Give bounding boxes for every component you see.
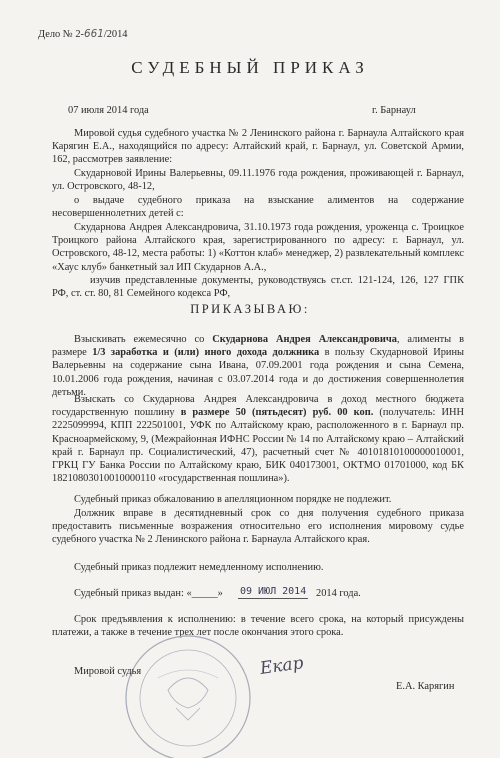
issued-text-b: » [217,588,223,599]
case-prefix: Дело № 2- [38,29,84,40]
intro-studied: изучив представленные документы, руководствуясь ст.ст. 121-124, 126, 127 ГПК РФ, ст. ст. 80, 81 Семейного кодекса РФ, [52,275,464,300]
debtor-name: Скударнова Андрея Александровича [212,334,397,345]
alimony-text-c: в пользу Скударновой Ирины Валерьевны на содержание сына Ивана, 07.09.2001 года рождения и сына Семена, 10.01.2006 года рождения, начиная с 03.07.2014 года и до достижения совершеннолетия детьми. [52,347,464,398]
order-city: г. Барнаул [372,105,416,116]
intro-claimant: Скударновой Ирины Валерьевны, 09.11.1976 года рождения, проживающей г. Барнаул, ул. Островского, 48-12, [52,168,464,193]
order-fee-paragraph [52,393,464,485]
fee-text-b: (получатель: ИНН 2225099994, КПП 222501001, УФК по Алтайскому краю, расположенного в г. Барнаул пр. Красноармейскому, 9, (Межрайонная ИФНС России № 14 по Алтайскому краю – Алтайский край г. Барнаул пр. Социалистический, 47), расчетный счет № 40101810100000010001, ГРКЦ ГУ Банка России по Алтайскому краю, БИК 040173001, ОКТМО 01701000, код БК 18210803010010000110 «государственная пошлина»). [52,407,464,485]
judge-name: Е.А. Карягин [396,681,455,692]
issued-year: 2014 года. [316,588,361,599]
issued-date-stamp: 09 ИЮЛ 2014 [238,585,308,599]
order-alimony-paragraph [52,333,464,399]
issued-text-a: Судебный приказ выдан: « [74,588,192,599]
case-number-handwritten: 661 [83,28,104,40]
judge-signature: Екар [258,653,305,679]
alimony-text-b: , алименты в размере [52,334,464,359]
case-number [38,28,128,41]
intro-debtor: Скударнова Андрея Александровича, 31.10.1973 года рождения, уроженца с. Троицкое Троицкого района Алтайского края, зарегистрированного по адресу: г. Барнаул, ул. Островского, 48-12, места работы: 1) «Коттон клаб» менеджер, 2) развлекательный комплекс «Хаус клуб» банкетный зал ИП Скударнов А.А., [52,222,464,273]
court-seal-icon [118,628,258,758]
fee-amount: в размере 50 (пятьдесят) руб. 00 коп. [180,407,374,419]
order-date: 07 июля 2014 года [68,105,149,116]
order-appeal-note: Судебный приказ обжалованию в апелляционном порядке не подлежит. [74,494,392,505]
case-year: /2014 [103,29,128,40]
intro-subject: о выдаче судебного приказа на взыскание алиментов на содержание несовершеннолетних детей с: [52,195,464,220]
alimony-text-a: Взыскивать ежемесячно со [74,334,213,345]
order-issued-line [74,587,223,600]
fee-text-a: Взыскать со Скударнова Андрея Александровича в доход местного бюджета государственную пошлину [52,394,464,419]
order-objection-note: Должник вправе в десятидневный срок со дня получения судебного приказа предоставить письменные возражения относительно его исполнения мировому судье судебного участка № 2 Ленинского района г. Барнаула Алтайского края. [52,508,464,546]
order-immediate-execution: Судебный приказ подлежит немедленному исполнению. [74,562,324,573]
judge-role: Мировой судья [74,666,142,677]
order-heading: ПРИКАЗЫВАЮ: [190,302,310,316]
intro-judge: Мировой судья судебного участка № 2 Ленинского района г. Барнаула Алтайского края Карягин Е.А., находящийся по адресу: Алтайский край, г. Барнаул, ул. Советской Армии, 162, рассмотрев заявление: [52,128,464,166]
document-title: СУДЕБНЫЙ ПРИКАЗ [131,58,369,77]
alimony-share: 1/3 заработка и (или) иного дохода должника [92,347,320,359]
issued-blank: _____ [191,588,218,599]
order-enforcement-period: Срок предъявления к исполнению: в течение всего срока, на который присуждены платежи, а также в течение трех лет после окончания этого срока. [52,614,464,639]
